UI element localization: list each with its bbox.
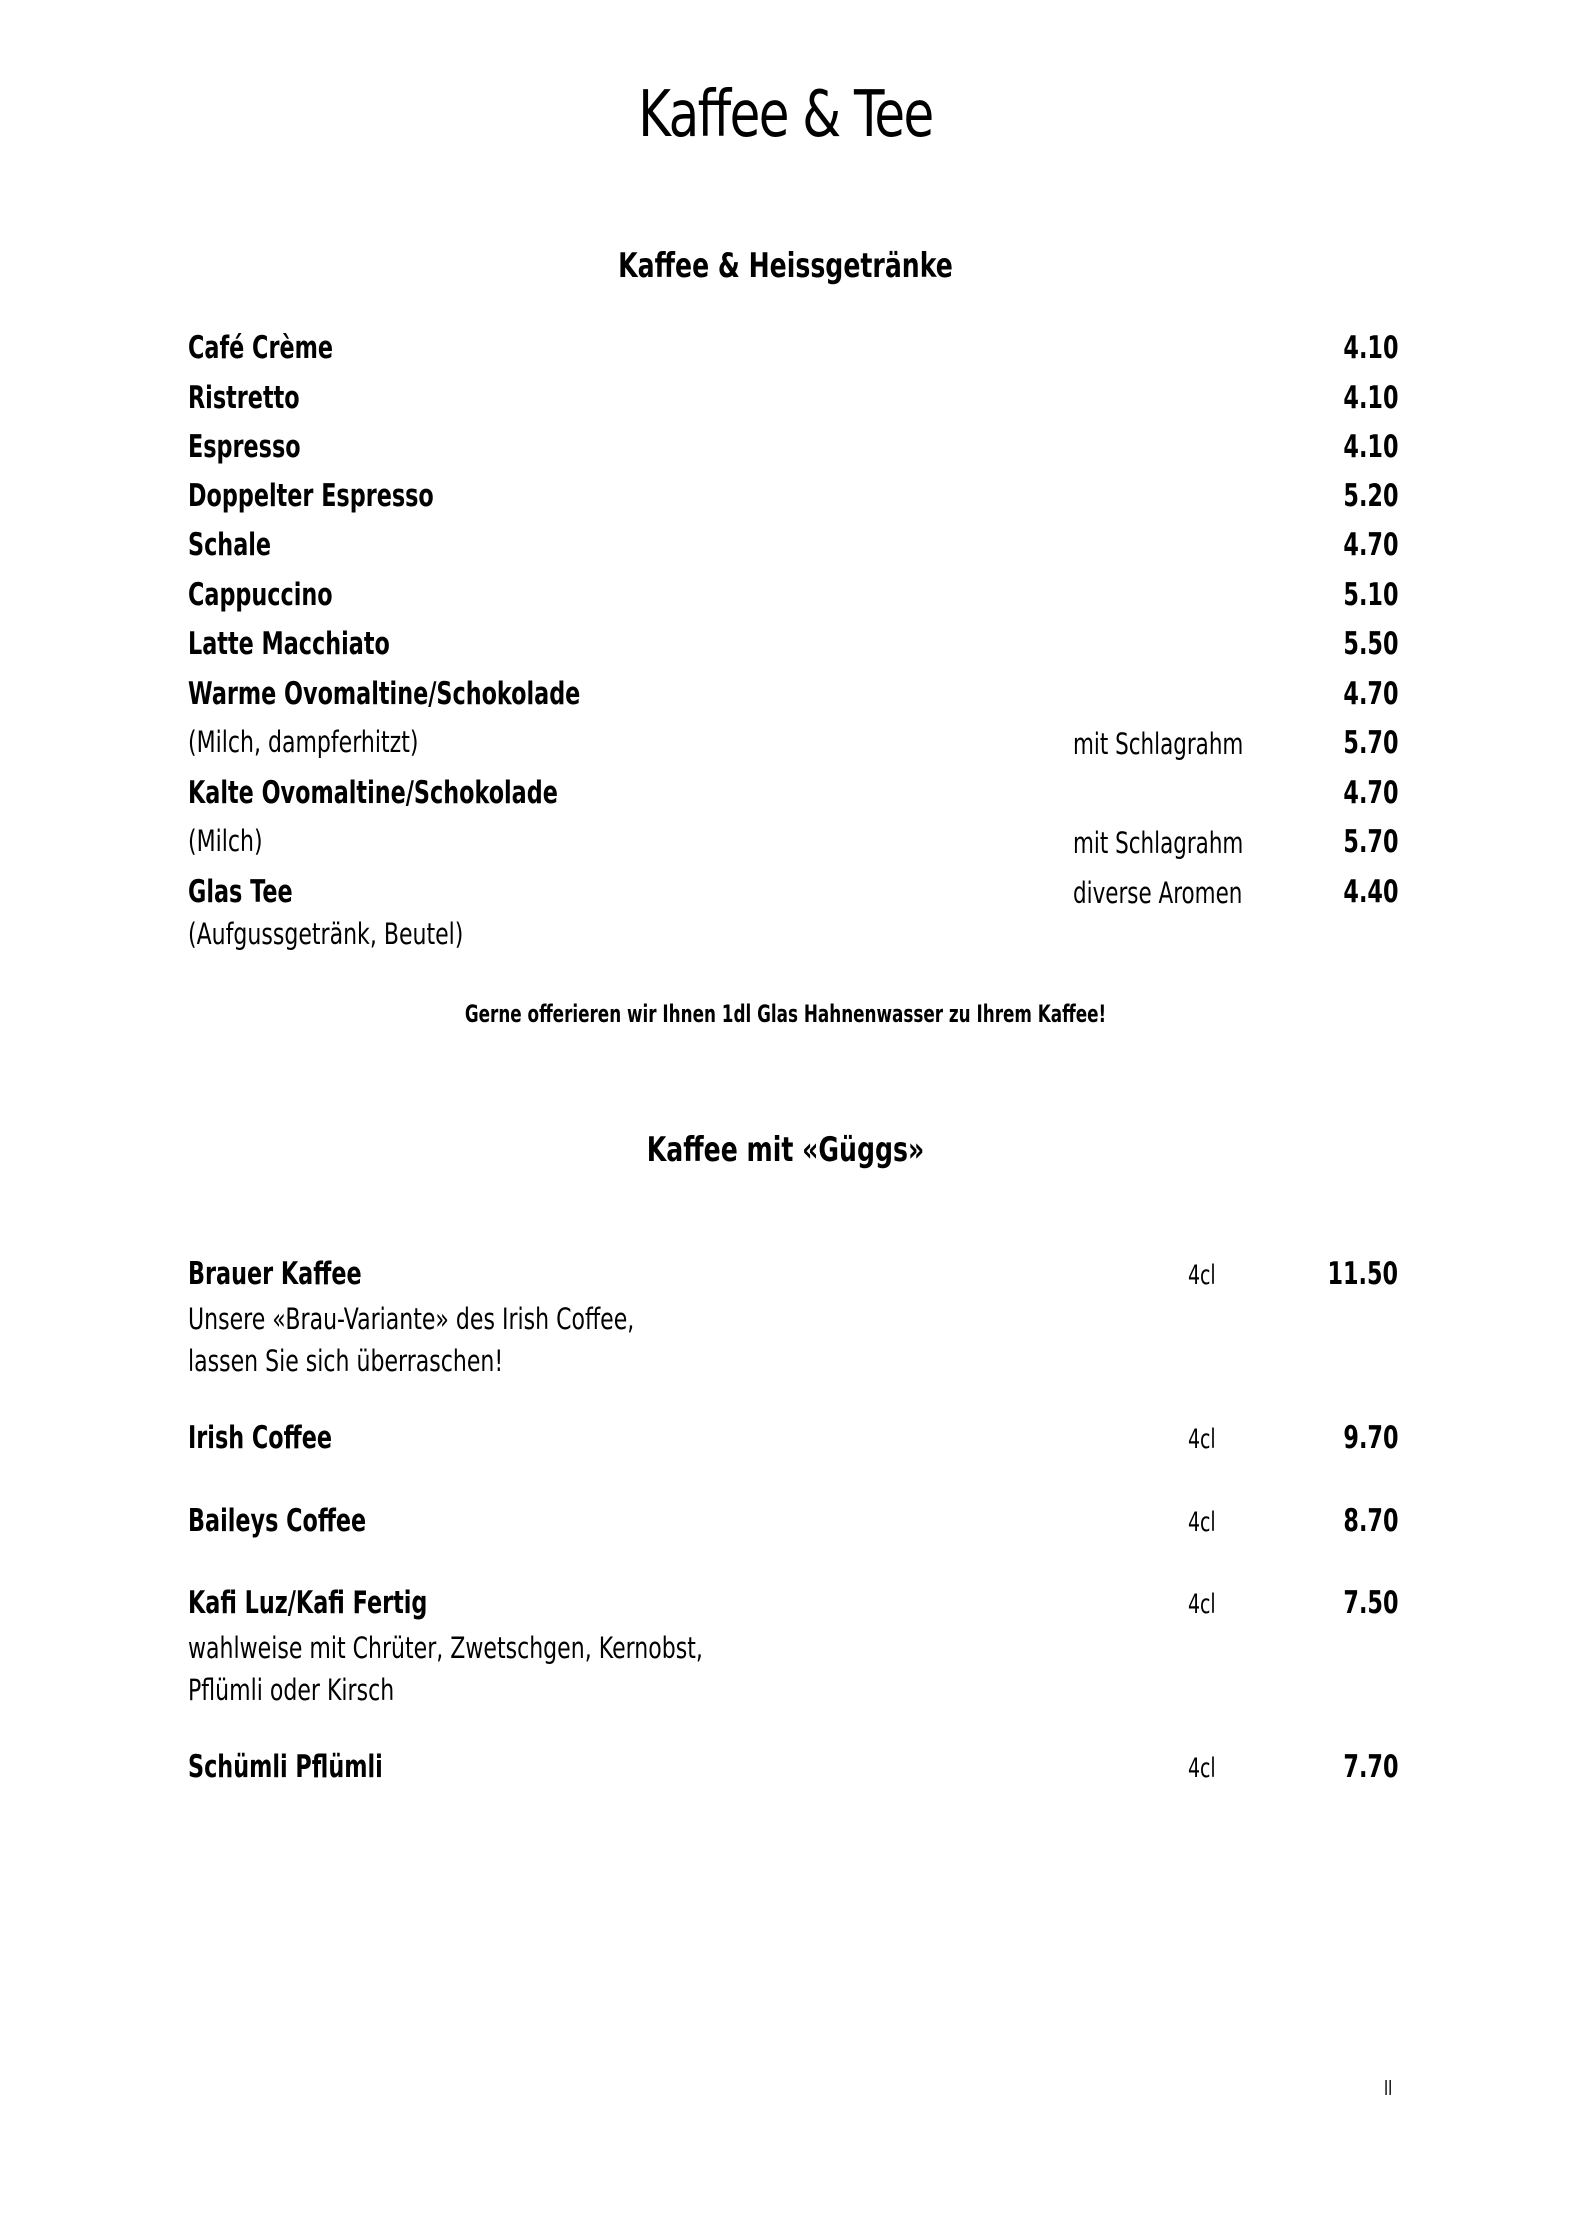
item-name: Irish Coffee bbox=[188, 1420, 332, 1456]
menu-item bbox=[188, 1256, 1398, 1382]
item-volume: 4cl bbox=[1188, 1260, 1216, 1291]
tea-subline: (Aufgussgetränk, Beutel) bbox=[188, 917, 464, 951]
item-price: 5.20 bbox=[1342, 478, 1398, 514]
item-name: Espresso bbox=[188, 429, 301, 465]
item-name: Kalte Ovomaltine/Schokolade bbox=[188, 775, 558, 811]
menu-item bbox=[188, 577, 1398, 625]
section-heading-coffee-with-schnapps: Kaffee mit «Güggs» bbox=[646, 1130, 925, 1170]
menu-item bbox=[188, 874, 1398, 922]
menu-item bbox=[188, 775, 1398, 823]
item-price: 4.70 bbox=[1342, 775, 1398, 811]
item-price: 4.10 bbox=[1342, 429, 1398, 465]
item-price: 8.70 bbox=[1342, 1503, 1398, 1539]
item-note: mit Schlagrahm bbox=[1073, 727, 1244, 761]
menu-item bbox=[188, 676, 1398, 724]
menu-item-variant bbox=[188, 725, 1398, 773]
item-name: Schale bbox=[188, 527, 272, 563]
item-price: 4.40 bbox=[1342, 874, 1398, 910]
item-price: 5.50 bbox=[1342, 626, 1398, 662]
section-heading-hot-drinks: Kaffee & Heissgetränke bbox=[618, 246, 953, 286]
item-description-line: wahlweise mit Chrüter, Zwetschgen, Kernobst, bbox=[188, 1631, 703, 1665]
menu-item bbox=[188, 1503, 1398, 1545]
item-name: Baileys Coffee bbox=[188, 1503, 367, 1539]
menu-item bbox=[188, 330, 1398, 378]
item-name: Kafi Luz/Kafi Fertig bbox=[188, 1585, 428, 1621]
item-volume: 4cl bbox=[1188, 1424, 1216, 1455]
item-volume: 4cl bbox=[1188, 1589, 1216, 1620]
item-price: 4.70 bbox=[1342, 527, 1398, 563]
item-description-line: lassen Sie sich überraschen! bbox=[188, 1344, 504, 1378]
menu-item bbox=[188, 380, 1398, 428]
item-price: 7.70 bbox=[1342, 1749, 1398, 1785]
item-price: 4.10 bbox=[1342, 330, 1398, 366]
item-volume: 4cl bbox=[1188, 1753, 1216, 1784]
item-volume: 4cl bbox=[1188, 1507, 1216, 1538]
item-name: Glas Tee bbox=[188, 874, 293, 910]
menu-item bbox=[188, 626, 1398, 674]
item-name: Ristretto bbox=[188, 380, 300, 416]
item-name: Latte Macchiato bbox=[188, 626, 390, 662]
item-price: 4.10 bbox=[1342, 380, 1398, 416]
menu-item bbox=[188, 1420, 1398, 1462]
item-name: Warme Ovomaltine/Schokolade bbox=[188, 676, 581, 712]
item-price: 5.10 bbox=[1342, 577, 1398, 613]
item-name: Schümli Pflümli bbox=[188, 1749, 383, 1785]
item-name: Cappuccino bbox=[188, 577, 333, 613]
item-name: Doppelter Espresso bbox=[188, 478, 434, 514]
item-price: 5.70 bbox=[1342, 725, 1398, 761]
menu-item bbox=[188, 1585, 1398, 1711]
item-description-line: Unsere «Brau-Variante» des Irish Coffee, bbox=[188, 1302, 635, 1336]
item-name: (Milch) bbox=[188, 824, 263, 858]
item-price: 4.70 bbox=[1342, 676, 1398, 712]
menu-item bbox=[188, 429, 1398, 477]
item-name: (Milch, dampferhitzt) bbox=[188, 725, 419, 759]
menu-item bbox=[188, 478, 1398, 526]
item-price: 5.70 bbox=[1342, 824, 1398, 860]
item-note: diverse Aromen bbox=[1073, 876, 1243, 910]
menu-item bbox=[188, 1749, 1398, 1791]
item-name: Brauer Kaffee bbox=[188, 1256, 362, 1292]
item-name: Café Crème bbox=[188, 330, 333, 366]
item-price: 9.70 bbox=[1342, 1420, 1398, 1456]
water-notice: Gerne offerieren wir Ihnen 1dl Glas Hahnenwasser zu Ihrem Kaffee! bbox=[464, 1000, 1107, 1028]
menu-item bbox=[188, 527, 1398, 575]
item-price: 11.50 bbox=[1327, 1256, 1398, 1292]
item-price: 7.50 bbox=[1342, 1585, 1398, 1621]
menu-item-variant bbox=[188, 824, 1398, 872]
item-note: mit Schlagrahm bbox=[1073, 826, 1244, 860]
page-number: II bbox=[1384, 2076, 1393, 2100]
item-description-line: Pflümli oder Kirsch bbox=[188, 1673, 395, 1707]
page-title: Kaffee & Tee bbox=[638, 78, 933, 152]
